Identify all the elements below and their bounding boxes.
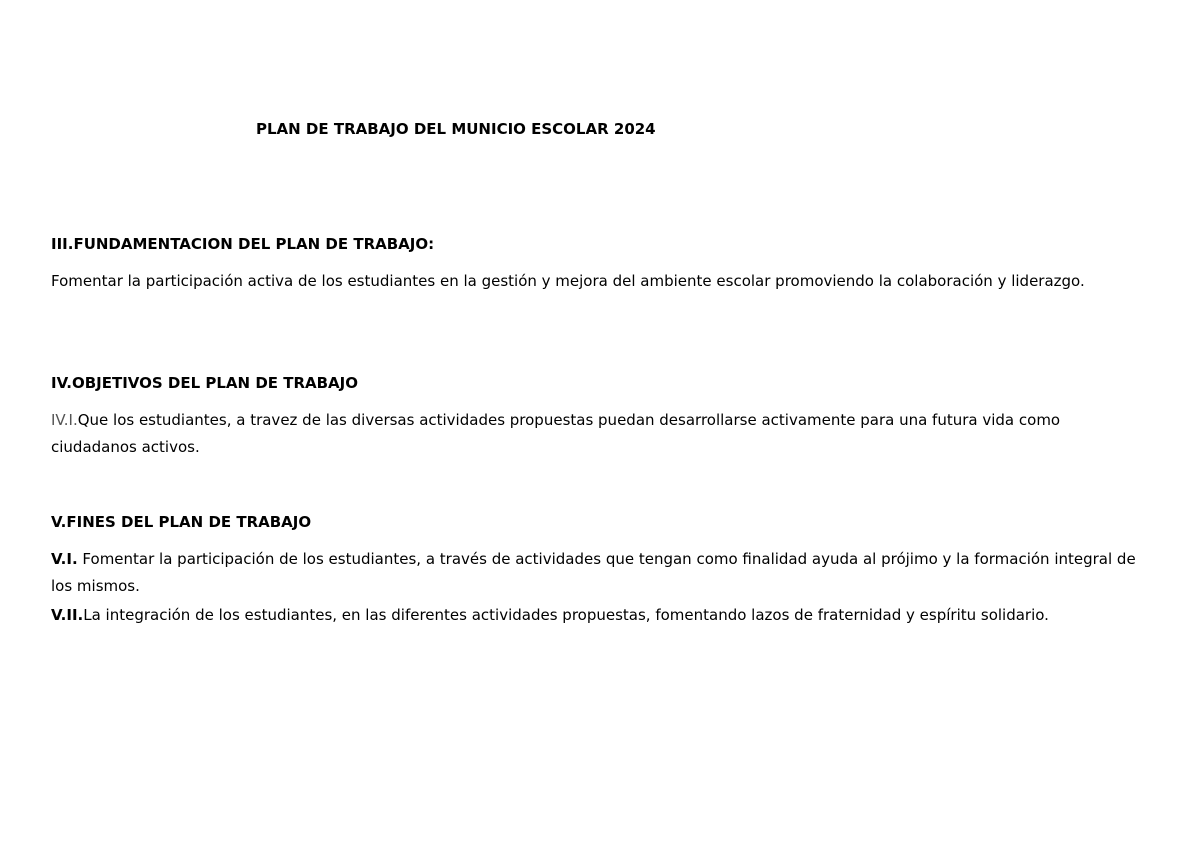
section-heading-fundamentacion: III.FUNDAMENTACION DEL PLAN DE TRABAJO: — [51, 235, 435, 253]
section-fundamentacion — [51, 234, 1151, 295]
objetivo-item-text: Que los estudiantes, a travez de las diversas actividades propuestas puedan desarrollarse activamente para una futura vida como ciudadanos activos. — [51, 411, 1061, 456]
fines-item — [51, 546, 1141, 600]
fines-item-text: Fomentar la participación de los estudiantes, a través de actividades que tengan como finalidad ayuda al prójimo y la formación integral de los mismos. — [51, 550, 1136, 595]
objetivo-item — [51, 407, 1141, 461]
fines-item-prefix: V.II. — [51, 606, 84, 624]
fines-item-text: La integración de los estudiantes, en las diferentes actividades propuestas, fomentando lazos de fraternidad y espíritu solidario. — [83, 606, 1049, 624]
section-body-fundamentacion: Fomentar la participación activa de los estudiantes en la gestión y mejora del ambiente escolar promoviendo la colaboración y liderazgo. — [51, 272, 1085, 290]
fines-item — [51, 602, 1141, 629]
fines-item-prefix: V.I. — [51, 550, 78, 568]
document-title: PLAN DE TRABAJO DEL MUNICIO ESCOLAR 2024 — [256, 120, 656, 138]
section-heading-fines: V.FINES DEL PLAN DE TRABAJO — [51, 513, 312, 531]
objetivo-item-prefix: IV.I. — [51, 411, 78, 429]
section-objetivos — [51, 373, 1151, 461]
section-fines — [51, 512, 1151, 629]
section-heading-objetivos: IV.OBJETIVOS DEL PLAN DE TRABAJO — [51, 374, 359, 392]
